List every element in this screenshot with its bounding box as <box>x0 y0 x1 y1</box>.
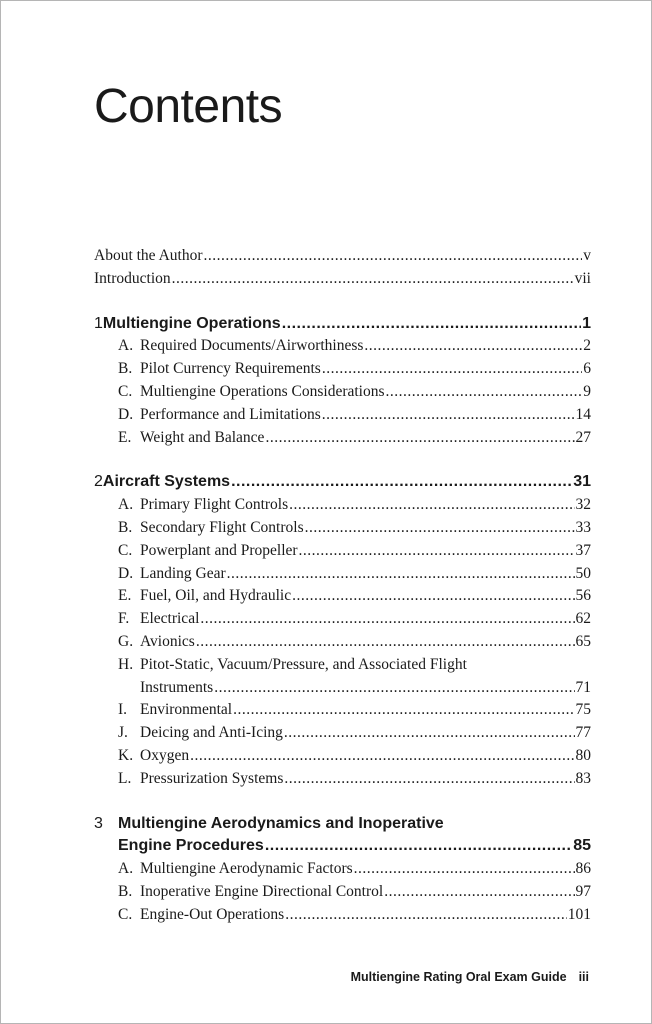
toc-entry-label: Powerplant and Propeller <box>140 541 298 559</box>
leader-dots <box>227 563 575 586</box>
entry-letter: D. <box>118 405 134 423</box>
toc-entry-label: Primary Flight Controls <box>140 496 289 514</box>
leader-dots <box>282 313 581 336</box>
toc-entry-label: Oxygen <box>140 746 190 764</box>
entry-letter: A. <box>118 337 134 355</box>
chapter-number: 2 <box>94 473 103 491</box>
toc-entry-page: 33 <box>575 518 591 536</box>
toc-entry-page: 80 <box>575 746 591 764</box>
entry-letter: L. <box>118 769 132 787</box>
page-title: Contents <box>94 80 283 133</box>
entry-letter: I. <box>118 701 128 719</box>
toc-entry-label: Pitot-Static, Vacuum/Pressure, and Associated Flight <box>140 655 467 673</box>
chapter-heading-3-continuation[interactable] <box>94 835 591 858</box>
leader-dots <box>299 540 575 563</box>
toc-entry[interactable] <box>94 745 591 768</box>
leader-dots <box>204 245 583 268</box>
toc-entry-page: 37 <box>575 541 591 559</box>
chapter-page: 1 <box>582 314 591 332</box>
toc-entry-page: 77 <box>575 724 591 742</box>
page-footer <box>351 970 589 984</box>
leader-dots <box>265 835 572 858</box>
entry-letter: C. <box>118 382 133 400</box>
toc-entry-page: 50 <box>575 564 591 582</box>
leader-dots <box>292 585 574 608</box>
toc-entry-label: Pilot Currency Requirements <box>140 360 321 378</box>
chapter-heading-2[interactable] <box>94 471 591 494</box>
toc-entry-page: 62 <box>575 610 591 628</box>
leader-dots <box>305 517 575 540</box>
leader-dots <box>190 745 574 768</box>
chapter-heading-1[interactable] <box>94 313 591 336</box>
toc-entry-page: 75 <box>575 701 591 719</box>
toc-entry-label: Deicing and Anti-Icing <box>140 724 283 742</box>
entry-letter: G. <box>118 632 134 650</box>
chapter-title: Multiengine Operations <box>102 314 281 332</box>
leader-dots <box>386 381 583 404</box>
entry-letter: F. <box>118 610 130 628</box>
leader-dots <box>231 471 572 494</box>
leader-dots <box>200 608 574 631</box>
leader-dots <box>196 631 575 654</box>
leader-dots <box>322 404 575 427</box>
toc-entry-label: Weight and Balance <box>140 428 265 446</box>
chapter-number: 1 <box>94 314 103 332</box>
table-of-contents <box>94 245 591 927</box>
entry-letter: B. <box>118 518 133 536</box>
toc-entry[interactable] <box>94 722 591 745</box>
chapter-page: 31 <box>573 473 591 491</box>
toc-entry-label: Instruments <box>140 678 214 696</box>
toc-entry-label: Pressurization Systems <box>140 769 284 787</box>
toc-entry-page: 2 <box>583 337 591 355</box>
entry-letter: J. <box>118 724 128 742</box>
footer-page-number: iii <box>578 970 589 984</box>
toc-entry-page: 27 <box>575 428 591 446</box>
toc-entry-introduction[interactable] <box>94 268 591 291</box>
toc-entry-page: 6 <box>583 360 591 378</box>
leader-dots <box>285 904 567 927</box>
toc-entry-label: Introduction <box>94 269 171 287</box>
entry-letter: A. <box>118 860 134 878</box>
entry-letter: A. <box>118 496 134 514</box>
entry-letter: C. <box>118 541 133 559</box>
toc-entry-page: 9 <box>583 382 591 400</box>
entry-letter: D. <box>118 564 134 582</box>
entry-letter: B. <box>118 360 133 378</box>
toc-entry-label: Engine-Out Operations <box>140 905 285 923</box>
toc-entry[interactable] <box>94 881 591 904</box>
toc-entry-label: Multiengine Aerodynamic Factors <box>140 860 353 878</box>
toc-entry[interactable] <box>94 768 591 791</box>
toc-entry-page: 97 <box>575 882 591 900</box>
leader-dots <box>289 494 574 517</box>
toc-entry-label: Inoperative Engine Directional Control <box>140 882 384 900</box>
toc-entry-multiline-continuation[interactable] <box>94 677 591 700</box>
leader-dots <box>233 699 574 722</box>
toc-entry-page: 65 <box>575 632 591 650</box>
toc-entry[interactable] <box>94 335 591 358</box>
toc-entry-label: Environmental <box>140 701 233 719</box>
toc-entry-label: Multiengine Operations Considerations <box>140 382 385 400</box>
toc-entry[interactable] <box>94 540 591 563</box>
toc-entry-page: 83 <box>575 769 591 787</box>
chapter-heading-3[interactable] <box>94 813 591 836</box>
toc-entry[interactable] <box>94 904 591 927</box>
toc-entry-label: Required Documents/Airworthiness <box>140 337 364 355</box>
toc-entry[interactable] <box>94 494 591 517</box>
toc-entry-page: 101 <box>567 905 591 923</box>
toc-entry[interactable] <box>94 517 591 540</box>
entry-letter: E. <box>118 428 132 446</box>
toc-entry-label: Electrical <box>140 610 200 628</box>
entry-letter: E. <box>118 587 132 605</box>
toc-entry-label: Performance and Limitations <box>140 405 321 423</box>
toc-entry-page: 56 <box>575 587 591 605</box>
entry-letter: K. <box>118 746 134 764</box>
toc-entry[interactable] <box>94 563 591 586</box>
chapter-page: 85 <box>573 837 591 855</box>
toc-entry-page: 86 <box>575 860 591 878</box>
leader-dots <box>364 335 582 358</box>
toc-entry-page: v <box>583 247 591 264</box>
entry-letter: C. <box>118 905 133 923</box>
leader-dots <box>354 858 575 881</box>
toc-entry-label: About the Author <box>94 247 203 264</box>
chapter-title: Engine Procedures <box>118 837 264 855</box>
footer-book-title: Multiengine Rating Oral Exam Guide <box>350 970 567 984</box>
leader-dots <box>322 358 582 381</box>
toc-entry[interactable] <box>94 858 591 881</box>
leader-dots <box>284 722 575 745</box>
toc-entry-label: Secondary Flight Controls <box>140 518 304 536</box>
toc-entry-label: Fuel, Oil, and Hydraulic <box>140 587 292 605</box>
toc-entry-page: 71 <box>575 678 591 696</box>
leader-dots <box>172 268 574 291</box>
leader-dots <box>384 881 574 904</box>
chapter-number: 3 <box>94 814 103 832</box>
toc-entry-page: vii <box>574 269 591 287</box>
toc-entry-label: Landing Gear <box>140 564 226 582</box>
toc-entry-label: Avionics <box>140 632 195 650</box>
chapter-title: Aircraft Systems <box>102 473 231 491</box>
leader-dots <box>265 427 574 450</box>
toc-entry-multiline-first[interactable] <box>94 654 591 677</box>
toc-entry-about-author[interactable] <box>94 245 591 268</box>
toc-entry[interactable] <box>94 699 591 722</box>
chapter-title: Multiengine Aerodynamics and Inoperative <box>118 814 444 832</box>
toc-entry[interactable] <box>94 608 591 631</box>
toc-entry[interactable] <box>94 404 591 427</box>
entry-letter: B. <box>118 882 133 900</box>
toc-entry-page: 32 <box>575 496 591 514</box>
toc-entry[interactable] <box>94 585 591 608</box>
toc-entry[interactable] <box>94 427 591 450</box>
leader-dots <box>214 677 574 700</box>
leader-dots <box>284 768 574 791</box>
toc-entry[interactable] <box>94 381 591 404</box>
toc-entry[interactable] <box>94 358 591 381</box>
entry-letter: H. <box>118 655 134 673</box>
toc-entry[interactable] <box>94 631 591 654</box>
toc-entry-page: 14 <box>575 405 591 423</box>
